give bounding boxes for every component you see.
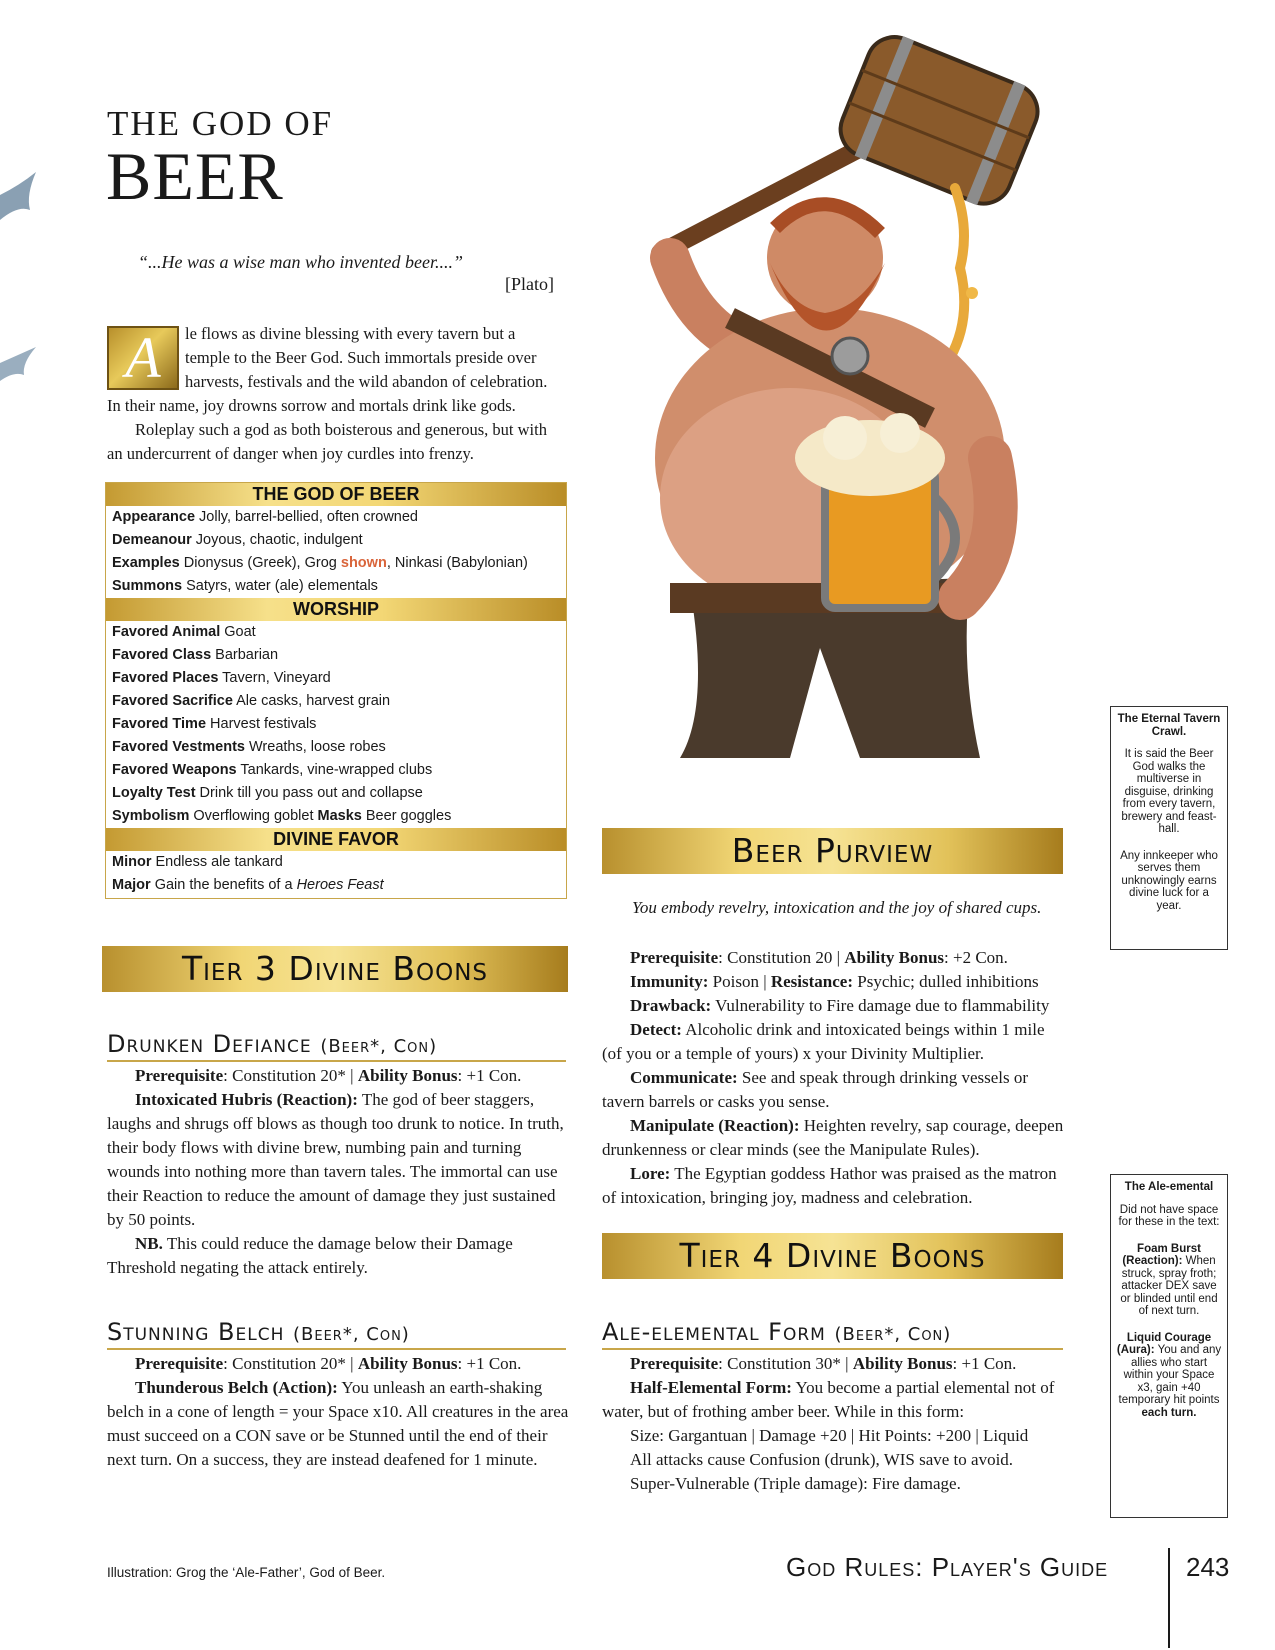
boon-title: Drunken Defiance (107, 1030, 312, 1058)
drunken-defiance-heading (107, 1030, 566, 1062)
sidebar-paragraph: Any innkeeper who serves them unknowingly earns divine luck for a year. (1120, 849, 1218, 912)
quote-text: “...He was a wise man who invented beer....” (138, 252, 463, 272)
stat-row: Major Gain the benefits of a Heroes Feast (112, 877, 384, 893)
stunning-belch-heading (107, 1318, 566, 1350)
intro-paragraph-1: le flows as divine blessing with every tavern but a temple to the Beer God. Such immortals preside over harvests, festivals and the wild abandon of celebration. In their name, joy drowns sorrow and mortals drink like gods. (107, 324, 548, 415)
bat-decoration-icon (0, 170, 40, 240)
stunning-belch-text: Prerequisite: Constitution 20* | Ability Bonus: +1 Con. Thunderous Belch (Action): You unleash an earth-shaking belch in a cone of length = your Space x10. All creatures in the area must succeed on a CON save or be Stunned until the end of their next turn. On a success, they are instead deafened for 1 minute. (107, 1354, 569, 1469)
worship-header: WORSHIP (106, 598, 566, 621)
page-title: BEER (106, 138, 284, 214)
stat-row: Appearance Jolly, barrel-bellied, often crowned (112, 509, 418, 525)
tier4-banner: Tier 4 Divine Boons (602, 1233, 1063, 1279)
sidebar-paragraph: It is said the Beer God walks the multiverse in disguise, drinking from every tavern, brewery and feast-hall. (1121, 748, 1217, 835)
stat-row: Favored Places Tavern, Vineyard (112, 670, 331, 686)
title-line-1: THE GOD OF (107, 104, 334, 143)
footer-divider (1168, 1548, 1170, 1648)
page-number: 243 (1186, 1552, 1230, 1582)
purview-text: Prerequisite: Constitution 20 | Ability Bonus: +2 Con. Immunity: Poison | Resistance: Psychic; dulled inhibitions Drawback: Vulnerability to Fire damage due to flammability Detect: Alcoholic drink and intoxicated beings within 1 mile (of you or a temple of yours) x your Divinity Multiplier. Communicate: See and speak through drinking vessels or tavern barrels or casks you sense. Manipulate (Reaction): Heighten revelry, sap courage, deepen drunkenness or clear minds (see the Manipulate Rules). Lore: The Egyptian goddess Hathor was praised as the matron of intoxication, bringing joy, madness and celebration. (602, 948, 1064, 1207)
stat-row: Symbolism Overflowing goblet Masks Beer goggles (112, 808, 452, 824)
ale-elemental-form-heading (602, 1318, 1063, 1350)
stat-row: Loyalty Test Drink till you pass out and collapse (112, 785, 423, 801)
boon-tags: (Beer*, Con) (834, 1324, 952, 1345)
divine-favor-header: DIVINE FAVOR (106, 828, 566, 851)
sidebar-paragraph: Did not have space for these in the text: (1118, 1203, 1220, 1228)
boon-title: Stunning Belch (107, 1318, 285, 1346)
stat-row: Favored Sacrifice Ale casks, harvest grain (112, 693, 391, 709)
stat-row: Favored Vestments Wreaths, loose robes (112, 739, 386, 755)
stat-row: Favored Weapons Tankards, vine-wrapped clubs (112, 762, 433, 778)
quote-attribution: [Plato] (505, 274, 554, 294)
drunken-defiance-text: Prerequisite: Constitution 20* | Ability Bonus: +1 Con. Intoxicated Hubris (Reaction): The god of beer staggers, laughs and shrugs off blows as though too drunk to notice. In truth, their body flows with divine brew, numbing pain and turning wounds into nothing more than tavern tales. The immortal can use their Reaction to reduce the amount of damage they just sustained by 50 points. NB. This could reduce the damage below their Damage Threshold negating the attack entirely. (107, 1066, 564, 1277)
sidebar-paragraph: Liquid Courage (Aura): You and any allies who start within your Space x3, gain +40 temporary hit points each turn. (1116, 1331, 1222, 1419)
god-of-beer-illustration (600, 28, 1060, 798)
illustration-caption: Illustration: Grog the ‘Ale-Father’, God of Beer. (107, 1565, 386, 1580)
stat-row: Favored Time Harvest festivals (112, 716, 317, 732)
ale-elemental-form-text: Prerequisite: Constitution 30* | Ability Bonus: +1 Con. Half-Elemental Form: You become a partial elemental not of water, but of frothing amber beer. While in this form: Size: Gargantuan | Damage +20 | Hit Points: +200 | Liquid All attacks cause Confusion (drunk), WIS save to avoid. Super-Vulnerable (Triple damage): Fire damage. (602, 1354, 1055, 1493)
intro-text (107, 322, 557, 466)
book-title-footer: God Rules: Player's Guide (786, 1552, 1109, 1582)
stat-row: Favored Class Barbarian (112, 647, 279, 663)
stat-row: Favored Animal Goat (112, 624, 256, 640)
stat-row: Minor Endless ale tankard (112, 854, 283, 870)
boon-title: Ale-elemental Form (602, 1318, 826, 1346)
intro-paragraph-2: Roleplay such a god as both boisterous and generous, but with an undercurrent of danger when joy curdles into frenzy. (107, 420, 547, 463)
purview-tagline: You embody revelry, intoxication and the joy of shared cups. (632, 898, 1042, 917)
shown-highlight: shown (340, 555, 387, 571)
stat-row: Examples Dionysus (Greek), Grog shown, Ninkasi (Babylonian) (112, 555, 528, 571)
stat-row: Demeanour Joyous, chaotic, indulgent (112, 532, 363, 548)
god-statblock (105, 482, 567, 899)
tier3-banner: Tier 3 Divine Boons (102, 946, 568, 992)
purview-banner: Beer Purview (602, 828, 1063, 874)
bat-decoration-icon (0, 345, 40, 395)
sidebar-heading: The Ale-emental (1124, 1181, 1214, 1193)
ale-emental-sidebar (1110, 1174, 1228, 1518)
sidebar-heading: The Eternal Tavern Crawl. (1117, 713, 1221, 738)
stat-row: Summons Satyrs, water (ale) elementals (112, 578, 378, 594)
sidebar-paragraph: Foam Burst (Reaction): When struck, spray froth; attacker DEX save or blinded until end of next turn. (1120, 1242, 1218, 1317)
boon-tags: (Beer*, Con) (293, 1324, 410, 1345)
boon-tags: (Beer*, Con) (320, 1036, 438, 1057)
eternal-tavern-crawl-sidebar (1110, 706, 1228, 950)
drop-cap: A (107, 326, 179, 390)
statblock-header: THE GOD OF BEER (106, 483, 566, 506)
